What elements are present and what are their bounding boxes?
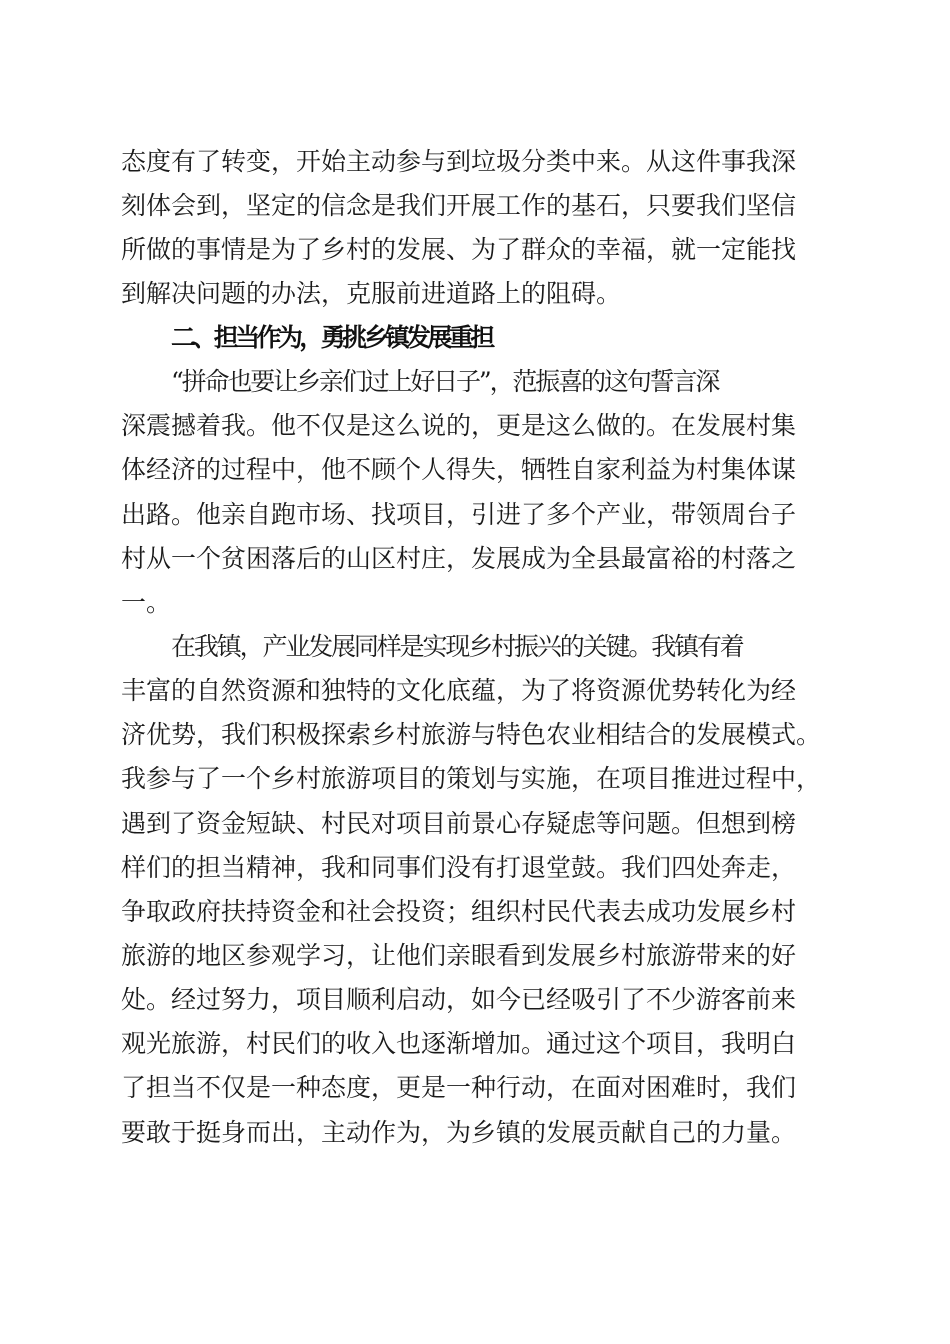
paragraph-3-line-8: 旅游的地区参观学习，让他们亲眼看到发展乡村旅游带来的好 [121, 941, 797, 970]
paragraph-2-line-6: 一。 [121, 588, 172, 617]
section-heading: 二、担当作为，勇挑乡镇发展重担 [171, 323, 492, 352]
paragraph-3-line-2: 丰富的自然资源和独特的文化底蕴，为了将资源优势转化为经 [121, 676, 797, 705]
paragraph-3-line-7: 争取政府扶持资金和社会投资；组织村民代表去成功发展乡村 [121, 897, 797, 926]
paragraph-2-line-2: 深震撼着我。他不仅是这么说的，更是这么做的。在发展村集 [121, 411, 797, 440]
paragraph-3-line-11: 了担当不仅是一种态度，更是一种行动，在面对困难时，我们 [121, 1073, 797, 1102]
paragraph-2-line-4: 出路。他亲自跑市场、找项目，引进了多个产业，带领周台子 [121, 500, 797, 529]
paragraph-1-line-4: 到解决问题的办法，克服前进道路上的阻碍。 [121, 279, 622, 308]
paragraph-2-line-3: 体经济的过程中，他不顾个人得失，牺牲自家利益为村集体谋 [121, 455, 797, 484]
paragraph-2-line-5: 村从一个贫困落后的山区村庄，发展成为全县最富裕的村落之 [121, 544, 797, 573]
paragraph-2-line-1: “拼命也要让乡亲们过上好日子”，范振喜的这句誓言深 [171, 367, 719, 396]
paragraph-1-line-3: 所做的事情是为了乡村的发展、为了群众的幸福，就一定能找 [121, 235, 797, 264]
paragraph-3-line-4: 我参与了一个乡村旅游项目的策划与实施，在项目推进过程中， [121, 764, 822, 793]
paragraph-1-line-1: 态度有了转变，开始主动参与到垃圾分类中来。从这件事我深 [121, 147, 797, 176]
paragraph-3-line-1: 在我镇，产业发展同样是实现乡村振兴的关键。我镇有着 [171, 632, 743, 661]
paragraph-3-line-12: 要敢于挺身而出，主动作为，为乡镇的发展贡献自己的力量。 [121, 1118, 797, 1147]
paragraph-1-line-2: 刻体会到，坚定的信念是我们开展工作的基石，只要我们坚信 [121, 191, 797, 220]
paragraph-3-line-5: 遇到了资金短缺、村民对项目前景心存疑虑等问题。但想到榜 [121, 809, 797, 838]
paragraph-3-line-10: 观光旅游，村民们的收入也逐渐增加。通过这个项目，我明白 [121, 1029, 797, 1058]
paragraph-3-line-6: 样们的担当精神，我和同事们没有打退堂鼓。我们四处奔走， [121, 853, 797, 882]
paragraph-3-line-3: 济优势，我们积极探索乡村旅游与特色农业相结合的发展模式。 [121, 720, 822, 749]
paragraph-3-line-9: 处。经过努力，项目顺利启动，如今已经吸引了不少游客前来 [121, 985, 797, 1014]
